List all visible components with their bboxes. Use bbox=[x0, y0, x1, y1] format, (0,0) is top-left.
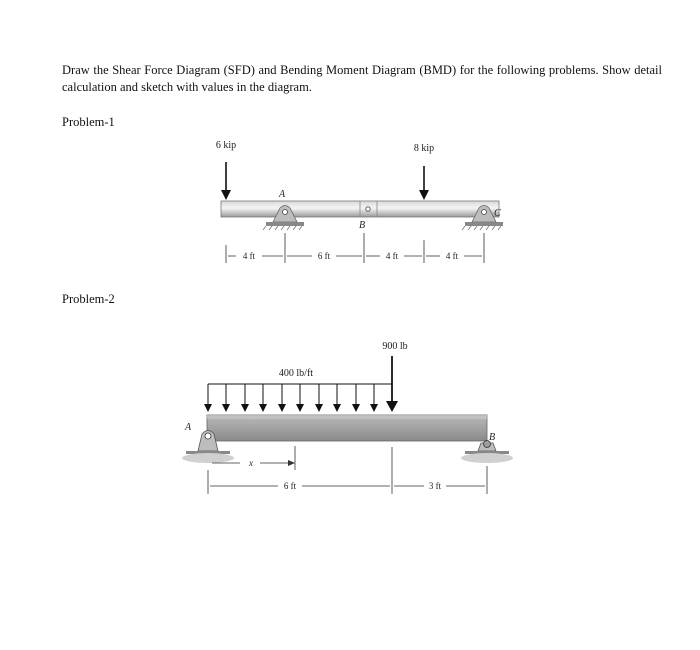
p1-hinge-b bbox=[366, 207, 370, 211]
p1-load-left-label: 6 kip bbox=[215, 140, 237, 151]
problem-2-label: Problem-2 bbox=[62, 292, 115, 306]
p1-point-b: B bbox=[358, 220, 366, 231]
p1-point-c: C bbox=[494, 208, 501, 219]
problem-instructions: Draw the Shear Force Diagram (SFD) and Bending Moment Diagram (BMD) for the following problems. Show detail calculation and sketch with values in the diagram. bbox=[62, 63, 662, 94]
p1-load-right-arrow bbox=[419, 166, 429, 200]
p1-point-a: A bbox=[278, 189, 286, 200]
problem-2-figure bbox=[182, 341, 513, 494]
p1-dim-1: 4 ft bbox=[242, 251, 256, 261]
p2-point-a: A bbox=[185, 422, 192, 433]
p1-dim-4: 4 ft bbox=[445, 251, 459, 261]
problem-1-label: Problem-1 bbox=[62, 115, 115, 129]
p1-load-left-arrow bbox=[221, 162, 231, 200]
p2-dimension-line bbox=[208, 447, 487, 494]
p2-point-b: B bbox=[489, 432, 496, 443]
p1-dim-2: 6 ft bbox=[317, 251, 331, 261]
p2-distributed-load-label: 400 lb/ft bbox=[278, 368, 314, 379]
p2-point-load-label: 900 lb bbox=[382, 341, 408, 352]
problem-1-figure bbox=[216, 140, 503, 263]
p2-support-b bbox=[461, 441, 513, 464]
p2-distributed-load bbox=[204, 384, 392, 412]
p2-dim-1: 6 ft bbox=[283, 481, 297, 491]
p2-dim-2: 3 ft bbox=[428, 481, 442, 491]
p1-dim-3: 4 ft bbox=[385, 251, 399, 261]
p2-x-label: x bbox=[249, 458, 253, 468]
p1-load-right-label: 8 kip bbox=[413, 143, 435, 154]
